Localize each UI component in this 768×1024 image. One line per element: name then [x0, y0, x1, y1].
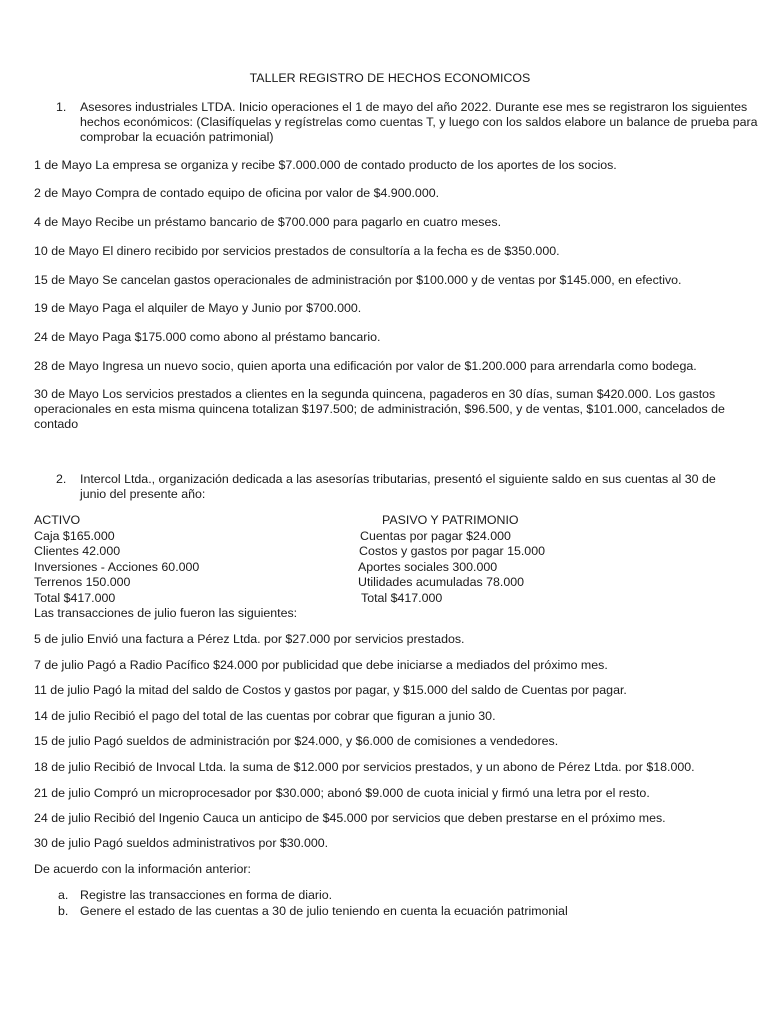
july-entry-1: 5 de julio Envió una factura a Pérez Ltda. por $27.000 por servicios prestados.	[34, 632, 465, 646]
closing-text: De acuerdo con la información anterior:	[34, 862, 251, 876]
may-entry-6: 19 de Mayo Paga el alquiler de Mayo y Junio por $700.000.	[34, 301, 362, 315]
may-entry-4: 10 de Mayo El dinero recibido por servicios prestados de consultoría a la fecha es de $350.000.	[34, 244, 560, 258]
asset-line: Clientes 42.000	[34, 544, 121, 558]
july-entry-7: 21 de julio Compró un microprocesador por $30.000; abonó $9.000 de cuota inicial y firmó una letra por el resto.	[34, 786, 650, 800]
question-2-text: Intercol Ltda., organización dedicada a las asesorías tributarias, presentó el siguiente saldo en sus cuentas al 30 de junio del presente año:	[80, 472, 716, 501]
balance-assets	[34, 513, 354, 622]
liability-line: Utilidades acumuladas 78.000	[358, 575, 525, 589]
task-item	[56, 888, 756, 904]
july-entry-3: 11 de julio Pagó la mitad del saldo de Costos y gastos por pagar, y $15.000 del saldo de Cuentas por pagar.	[34, 683, 627, 697]
transactions-intro: Las transacciones de julio fueron las siguientes:	[34, 606, 298, 620]
task-item	[56, 904, 756, 920]
document-title: TALLER REGISTRO DE HECHOS ECONOMICOS	[249, 71, 531, 85]
july-entry-2: 7 de julio Pagó a Radio Pacífico $24.000 por publicidad que debe iniciarse a mediados del próximo mes.	[34, 658, 608, 672]
balance-liabilities-equity	[356, 513, 716, 606]
july-entry-8: 24 de julio Recibió del Ingenio Cauca un anticipo de $45.000 por servicios que deben prestarse en el próximo mes.	[34, 811, 666, 825]
task-text: Genere el estado de las cuentas a 30 de julio teniendo en cuenta la ecuación patrimonial	[80, 903, 568, 918]
july-entry-6: 18 de julio Recibió de Invocal Ltda. la suma de $12.000 por servicios prestados, y un abono de Pérez Ltda. por $18.000.	[34, 760, 695, 774]
task-marker: b.	[58, 903, 69, 918]
liability-line: Costos y gastos por pagar 15.000	[359, 544, 545, 558]
question-1	[56, 100, 756, 145]
question-1-text: Asesores industriales LTDA. Inicio operaciones el 1 de mayo del año 2022. Durante ese mes se registraron los siguientes hechos económicos: (Clasifíquelas y regístrelas como cuentas T, y luego con los saldos elabore un balance de prueba para comprobar la ecuación patrimonial)	[80, 100, 758, 144]
assets-header: ACTIVO	[34, 513, 81, 527]
may-entry-5: 15 de Mayo Se cancelan gastos operacionales de administración por $100.000 y de ventas por $145.000, en efectivo.	[34, 273, 682, 287]
liabilities-header: PASIVO Y PATRIMONIO	[382, 513, 519, 527]
asset-line: Terrenos 150.000	[34, 575, 131, 589]
may-entry-8: 28 de Mayo Ingresa un nuevo socio, quien aporta una edificación por valor de $1.200.000 para arrendarla como bodega.	[34, 359, 697, 373]
assets-total: Total $417.000	[34, 590, 116, 605]
liability-line: Aportes sociales 300.000	[358, 559, 498, 574]
july-entry-5: 15 de julio Pagó sueldos de administración por $24.000, y $6.000 de comisiones a vendedores.	[34, 734, 559, 748]
task-text: Registre las transacciones en forma de diario.	[80, 888, 333, 902]
question-2	[56, 472, 756, 502]
july-entry-9: 30 de julio Pagó sueldos administrativos por $30.000.	[34, 836, 329, 850]
task-marker: a.	[58, 888, 69, 902]
liabilities-total: Total $417.000	[361, 590, 443, 605]
task-list	[56, 888, 756, 919]
liability-line: Cuentas por pagar $24.000	[360, 528, 511, 543]
asset-line: Inversiones - Acciones 60.000	[34, 559, 200, 574]
may-entry-3: 4 de Mayo Recibe un préstamo bancario de $700.000 para pagarlo en cuatro meses.	[34, 215, 502, 229]
question-2-number: 2.	[56, 472, 67, 486]
may-entry-7: 24 de Mayo Paga $175.000 como abono al préstamo bancario.	[34, 330, 381, 344]
may-entry-9: 30 de Mayo Los servicios prestados a clientes en la segunda quincena, pagaderos en 30 días, suman $420.000. Los gastos operacionales en esta misma quincena totalizan $197.500; de administración, $96.500, y de ventas, $101.000, cancelados de contado	[34, 387, 725, 431]
july-entry-4: 14 de julio Recibió el pago del total de las cuentas por cobrar que figuran a junio 30.	[34, 709, 496, 723]
may-entry-1: 1 de Mayo La empresa se organiza y recibe $7.000.000 de contado producto de los aportes de los socios.	[34, 158, 617, 172]
asset-line: Caja $165.000	[34, 528, 115, 543]
question-1-number: 1.	[56, 100, 67, 114]
may-entry-2: 2 de Mayo Compra de contado equipo de oficina por valor de $4.900.000.	[34, 186, 440, 200]
